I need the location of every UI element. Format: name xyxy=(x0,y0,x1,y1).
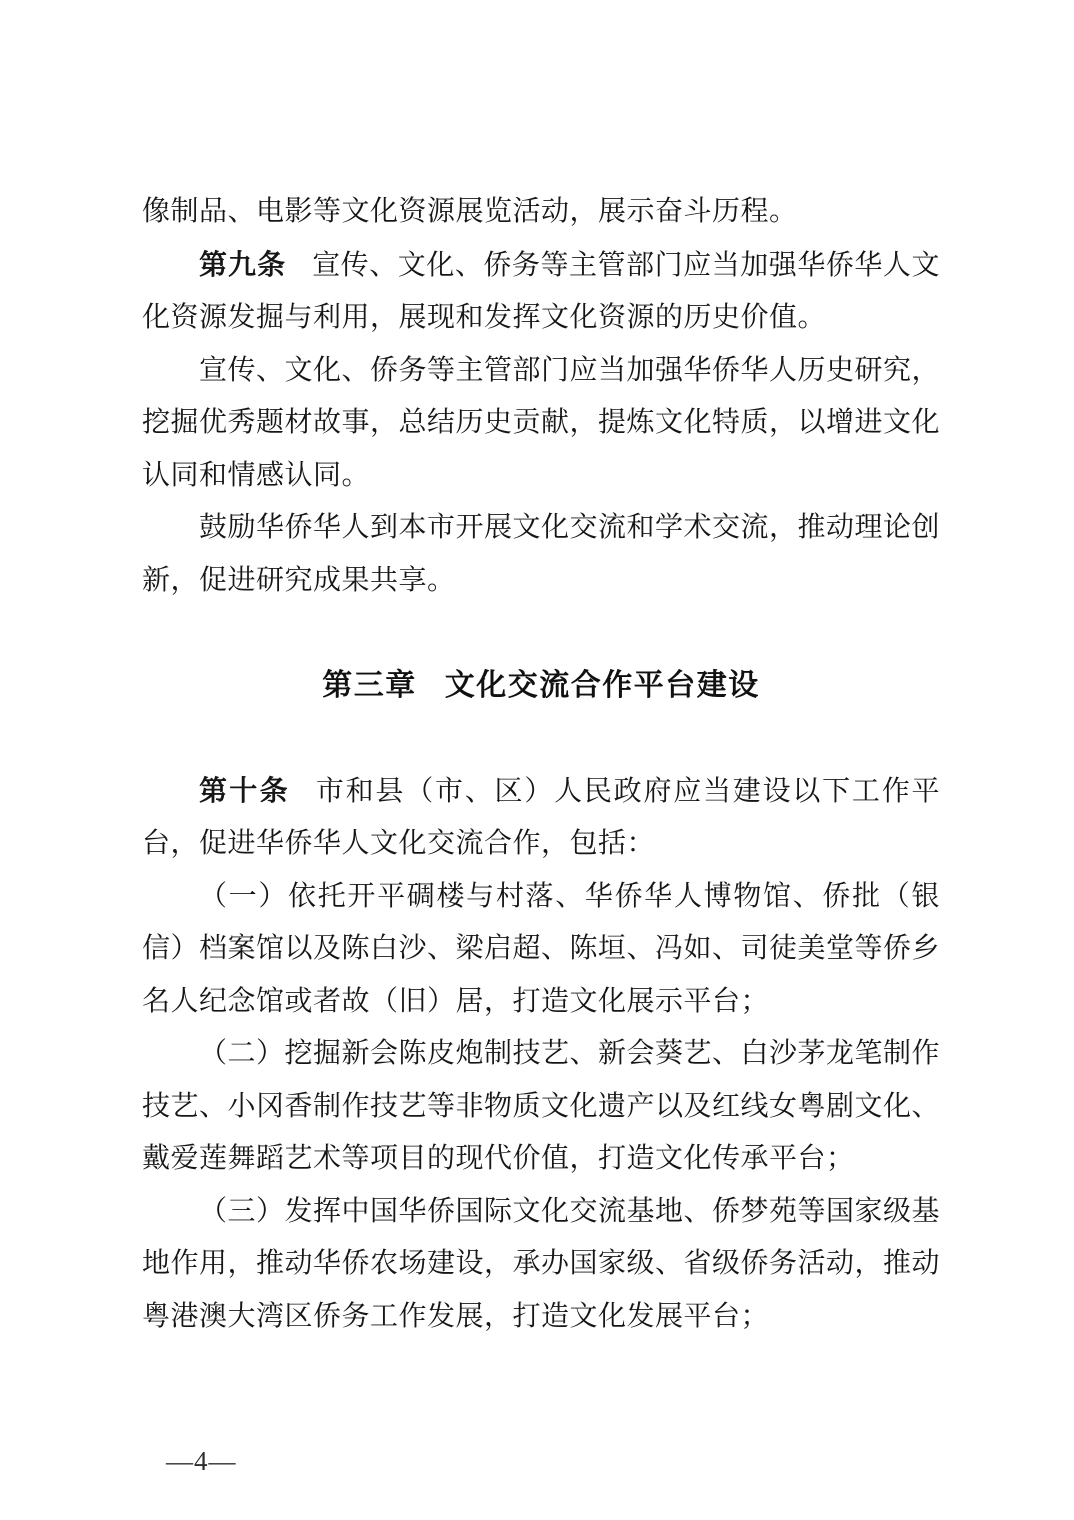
article-10-label: 第十条 xyxy=(199,774,290,806)
chapter-title: 文化交流合作平台建设 xyxy=(444,668,760,702)
chapter-number: 第三章 xyxy=(322,668,417,702)
page-number: —4— xyxy=(166,1446,237,1476)
paragraph-article-9 xyxy=(142,239,940,345)
paragraph-encourage-exchange: 鼓励华侨华人到本市开展文化交流和学术交流，推动理论创新，促进研究成果共享。 xyxy=(142,512,941,596)
paragraph-item-2: （二）挖掘新会陈皮炮制技艺、新会葵艺、白沙茅龙笔制作技艺、小冈香制作技艺等非物质文化遗产以及红线女粤剧文化、戴爱莲舞蹈艺术等项目的现代价值，打造文化传承平台； xyxy=(142,1038,941,1174)
paragraph-item-1: （一）依托开平碉楼与村落、华侨华人博物馆、侨批（银信）档案馆以及陈白沙、梁启超、陈垣、冯如、司徒美堂等侨乡名人纪念馆或者故（旧）居，打造文化展示平台； xyxy=(142,880,941,1017)
article-10-text: 市和县（市、区）人民政府应当建设以下工作平台，促进华侨华人文化交流合作，包括： xyxy=(142,775,940,859)
article-9-text: 宣传、文化、侨务等主管部门应当加强华侨华人文化资源发掘与利用，展现和发挥文化资源的历史价值。 xyxy=(142,249,940,333)
paragraph-continuation: 像制品、电影等文化资源展览活动，展示奋斗历程。 xyxy=(142,196,798,227)
document-body xyxy=(142,186,940,1343)
chapter-heading xyxy=(142,660,940,713)
paragraph-item-3: （三）发挥中国华侨国际文化交流基地、侨梦苑等国家级基地作用，推动华侨农场建设，承办国家级、省级侨务活动，推动粤港澳大湾区侨务工作发展，打造文化发展平台； xyxy=(142,1195,941,1332)
paragraph-history-research: 宣传、文化、侨务等主管部门应当加强华侨华人历史研究，挖掘优秀题材故事，总结历史贡献，提炼文化特质，以增进文化认同和情感认同。 xyxy=(142,354,941,491)
article-9-label: 第九条 xyxy=(199,248,287,280)
paragraph-article-10 xyxy=(142,765,940,871)
